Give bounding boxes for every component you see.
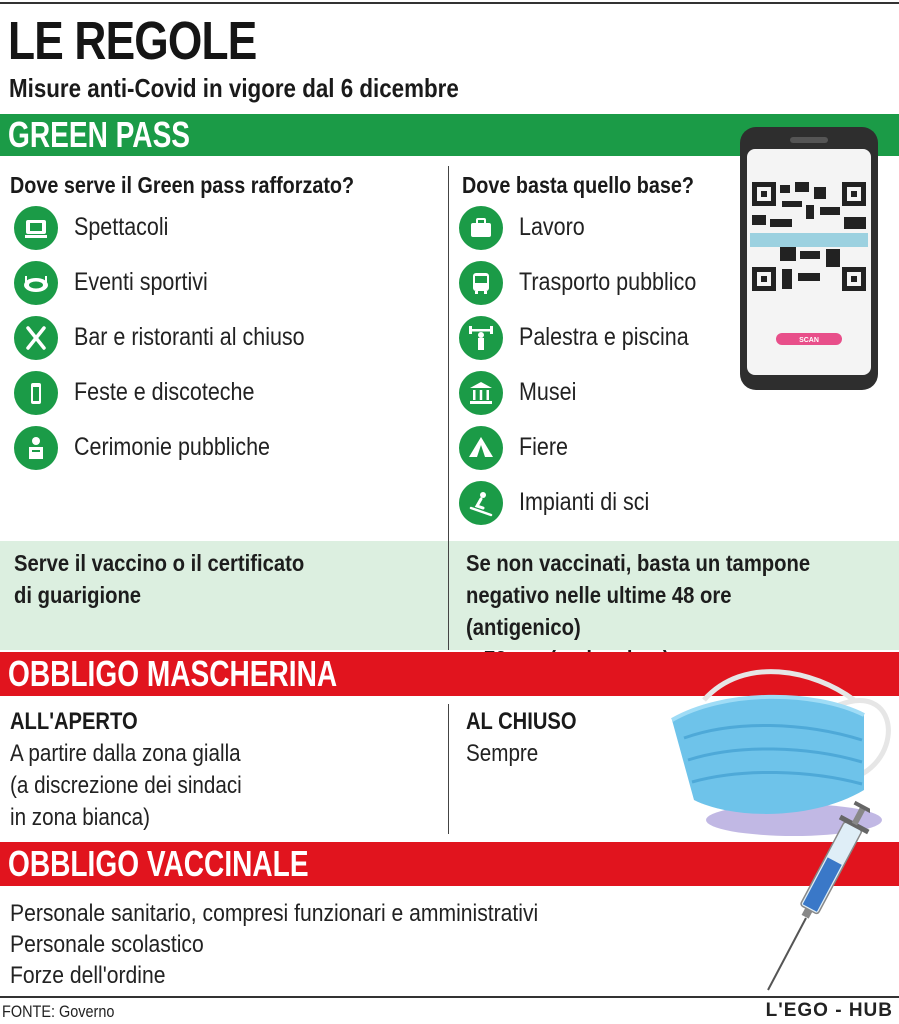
list-item-label: Fiere	[519, 433, 568, 461]
section-title: OBBLIGO VACCINALE	[8, 843, 309, 884]
list-item	[459, 475, 725, 530]
bottom-rule	[0, 996, 899, 998]
list-item-label: Lavoro	[519, 213, 585, 241]
weightlifter-icon	[459, 316, 503, 360]
scan-button-label: SCAN	[799, 337, 819, 344]
section-title: GREEN PASS	[8, 114, 191, 155]
brand-logo: L'EGO - HUB	[765, 1000, 893, 1021]
text-line: (a discrezione dei sindaci	[10, 772, 242, 799]
column-divider	[448, 541, 449, 650]
note-line: Serve il vaccino o il certificato	[14, 550, 305, 576]
list-item-label: Trasporto pubblico	[519, 268, 697, 296]
stadium-icon	[14, 261, 58, 305]
list-item	[459, 420, 725, 475]
podium-icon	[14, 426, 58, 470]
note-line: di guarigione	[14, 582, 142, 608]
museum-icon	[459, 371, 503, 415]
vaccine-obligation-list	[10, 898, 538, 991]
theater-icon	[14, 206, 58, 250]
section-title: OBBLIGO MASCHERINA	[8, 653, 338, 694]
list-item-label: Bar e ristoranti al chiuso	[74, 323, 305, 351]
list-item-label: Palestra e piscina	[519, 323, 689, 351]
list-item	[459, 310, 725, 365]
list-item-label: Musei	[519, 378, 577, 406]
rafforzato-note	[14, 547, 304, 611]
list-item	[14, 255, 342, 310]
note-line: Se non vaccinati, basta un tampone	[466, 550, 811, 576]
list-item	[459, 365, 725, 420]
list-item	[14, 365, 342, 420]
skier-icon	[459, 481, 503, 525]
list-item-label: Feste e discoteche	[74, 378, 255, 406]
column-divider	[448, 704, 449, 834]
drink-icon	[14, 371, 58, 415]
base-list	[459, 200, 725, 530]
indoor-heading: AL CHIUSO	[466, 708, 577, 735]
indoor-text	[466, 738, 538, 770]
list-item-label: Cerimonie pubbliche	[74, 433, 270, 461]
list-item: Personale scolastico	[10, 931, 204, 958]
tent-icon	[459, 426, 503, 470]
cutlery-icon	[14, 316, 58, 360]
note-line: negativo nelle ultime 48 ore (antigenico)	[466, 582, 732, 640]
list-item	[459, 255, 725, 310]
page-title: LE REGOLE	[8, 11, 257, 71]
text-line: Sempre	[466, 740, 539, 767]
smartphone-qr-illustration	[740, 127, 878, 390]
outdoor-heading: ALL'APERTO	[10, 708, 138, 735]
syringe-illustration	[760, 800, 870, 995]
briefcase-icon	[459, 206, 503, 250]
rafforzato-list	[14, 200, 342, 475]
column-heading-rafforzato: Dove serve il Green pass rafforzato?	[10, 172, 355, 198]
list-item-label: Spettacoli	[74, 213, 169, 241]
list-item: Forze dell'ordine	[10, 962, 166, 989]
page-subtitle: Misure anti-Covid in vigore dal 6 dicembre	[9, 73, 459, 103]
source-credit: FONTE: Governo	[2, 1002, 115, 1021]
column-heading-base: Dove basta quello base?	[462, 172, 694, 198]
top-rule	[0, 2, 899, 4]
outdoor-text	[10, 738, 242, 834]
text-line: in zona bianca)	[10, 804, 150, 831]
list-item-label: Eventi sportivi	[74, 268, 208, 296]
list-item-label: Impianti di sci	[519, 488, 650, 516]
list-item	[14, 420, 342, 475]
list-item: Personale sanitario, compresi funzionari e amministrativi	[10, 900, 539, 927]
list-item	[14, 200, 342, 255]
list-item	[14, 310, 342, 365]
list-item	[459, 200, 725, 255]
text-line: A partire dalla zona gialla	[10, 740, 241, 767]
bus-icon	[459, 261, 503, 305]
